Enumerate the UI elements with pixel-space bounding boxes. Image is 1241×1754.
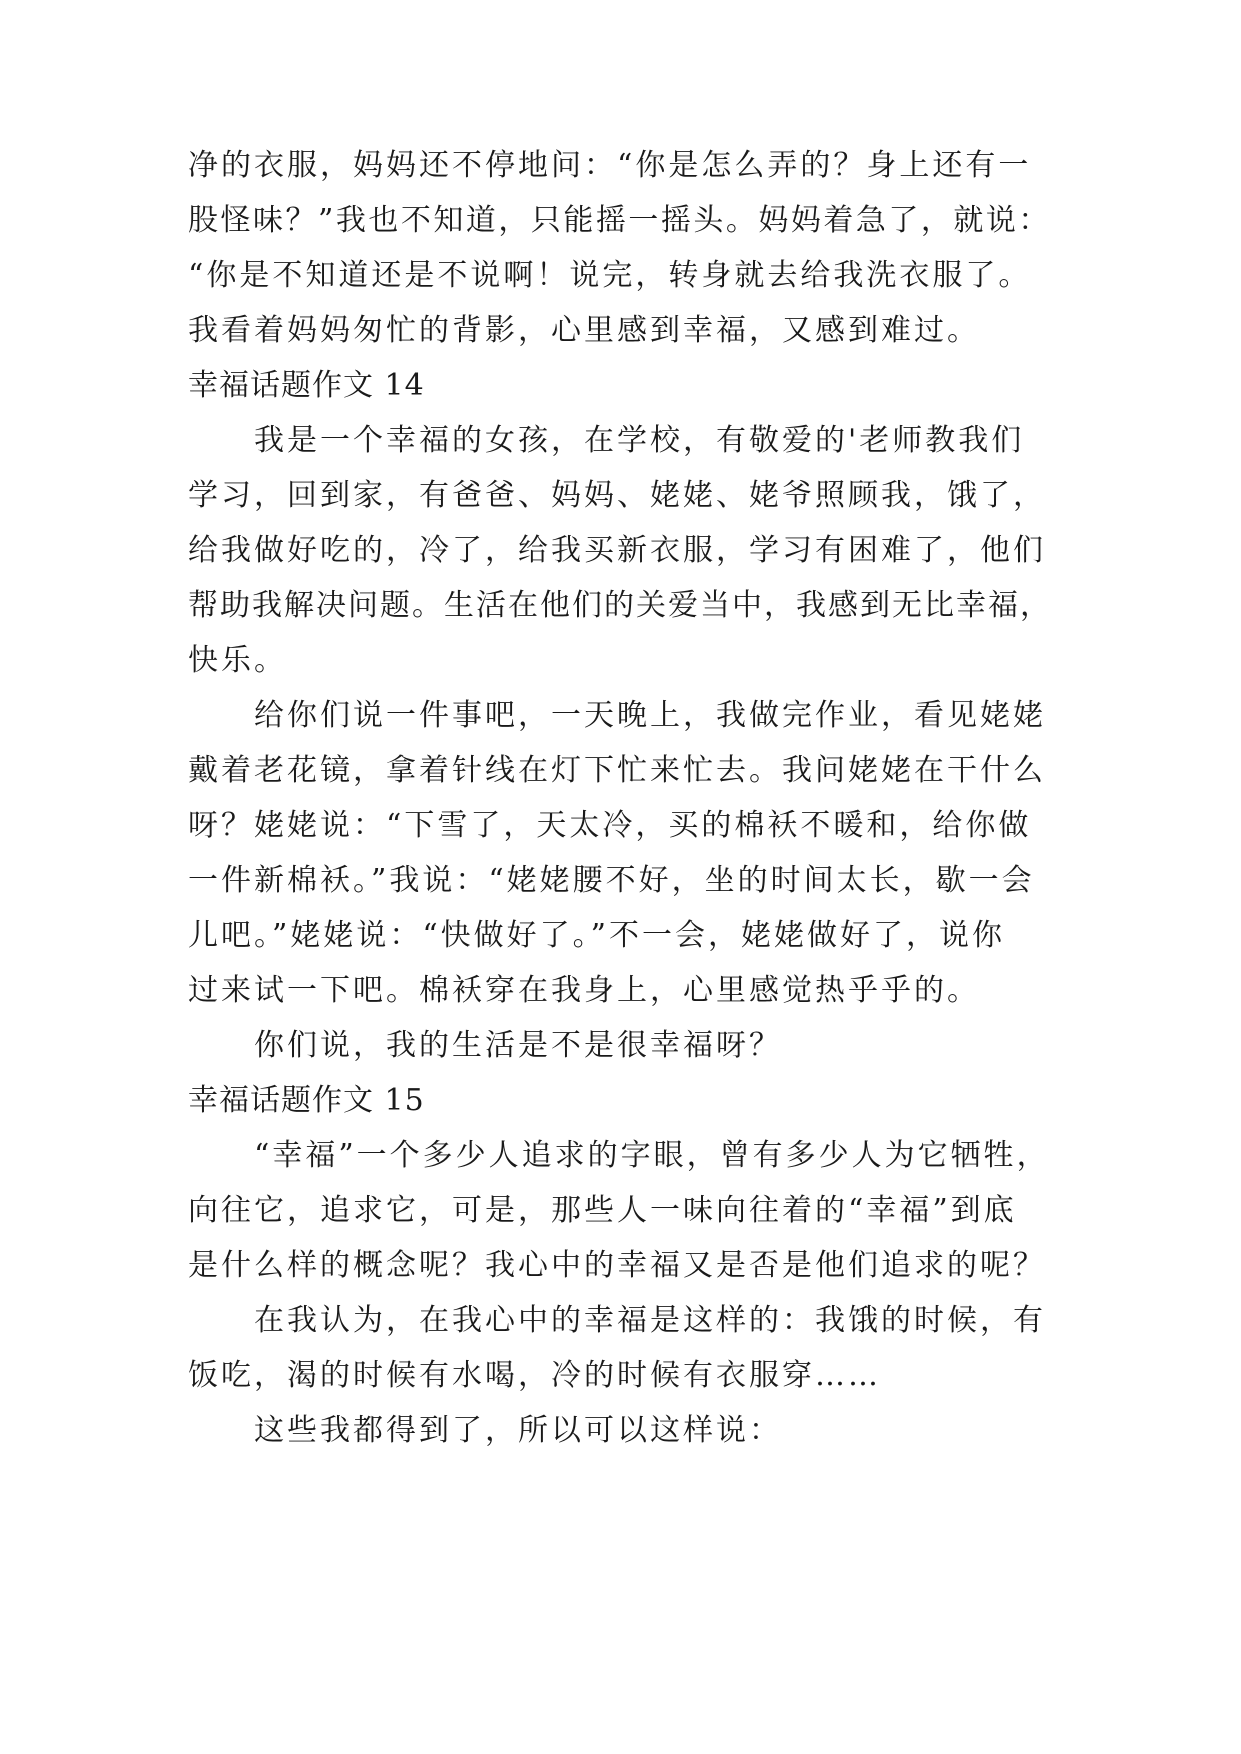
- text-line: “你是不知道还是不说啊！说完，转身就去给我洗衣服了。: [188, 258, 1032, 293]
- text-line: 学习，回到家，有爸爸、妈妈、姥姥、姥爷照顾我，饿了，: [188, 478, 1046, 513]
- text-line: 帮助我解决问题。生活在他们的关爱当中，我感到无比幸福，: [188, 588, 1052, 623]
- paragraph-first-line: “幸福”一个多少人追求的字眼，曾有多少人为它牺牲，: [254, 1138, 1050, 1173]
- text-line: 饭吃，渴的时候有水喝，冷的时候有衣服穿……: [188, 1358, 881, 1393]
- text-line: 给我做好吃的，冷了，给我买新衣服，学习有困难了，他们: [188, 533, 1046, 568]
- text-line: 向往它，追求它，可是，那些人一味向往着的“幸福”到底: [188, 1193, 1017, 1228]
- paragraph-first-line: 给你们说一件事吧，一天晚上，我做完作业，看见姥姥: [254, 698, 1046, 733]
- paragraph-first-line: 你们说，我的生活是不是很幸福呀？: [254, 1028, 782, 1063]
- text-line: 一件新棉袄。”我说：“姥姥腰不好，坐的时间太长，歇一会: [188, 863, 1035, 898]
- section-heading: 幸福话题作文 14: [188, 368, 425, 403]
- text-line: 股怪味？”我也不知道，只能摇一摇头。妈妈着急了，就说：: [188, 203, 1051, 238]
- section-heading: 幸福话题作文 15: [188, 1083, 425, 1118]
- paragraph-first-line: 我是一个幸福的女孩，在学校，有敬爱的'老师教我们: [254, 423, 1025, 458]
- text-line: 快乐。: [188, 643, 287, 678]
- text-line: 我看着妈妈匆忙的背影，心里感到幸福，又感到难过。: [188, 313, 980, 348]
- text-line: 是什么样的概念呢？我心中的幸福又是否是他们追求的呢？: [188, 1248, 1046, 1283]
- paragraph-first-line: 在我认为，在我心中的幸福是这样的：我饿的时候，有: [254, 1303, 1046, 1338]
- text-line: 净的衣服，妈妈还不停地问：“你是怎么弄的？身上还有一: [188, 148, 1032, 183]
- text-line: 呀？姥姥说：“下雪了，天太冷，买的棉袄不暖和，给你做: [188, 808, 1032, 843]
- text-line: 过来试一下吧。棉袄穿在我身上，心里感觉热乎乎的。: [188, 973, 980, 1008]
- text-line: 儿吧。”姥姥说：“快做好了。”不一会，姥姥做好了，说你: [188, 918, 1006, 953]
- paragraph-first-line: 这些我都得到了，所以可以这样说：: [254, 1413, 782, 1448]
- text-line: 戴着老花镜，拿着针线在灯下忙来忙去。我问姥姥在干什么: [188, 753, 1046, 788]
